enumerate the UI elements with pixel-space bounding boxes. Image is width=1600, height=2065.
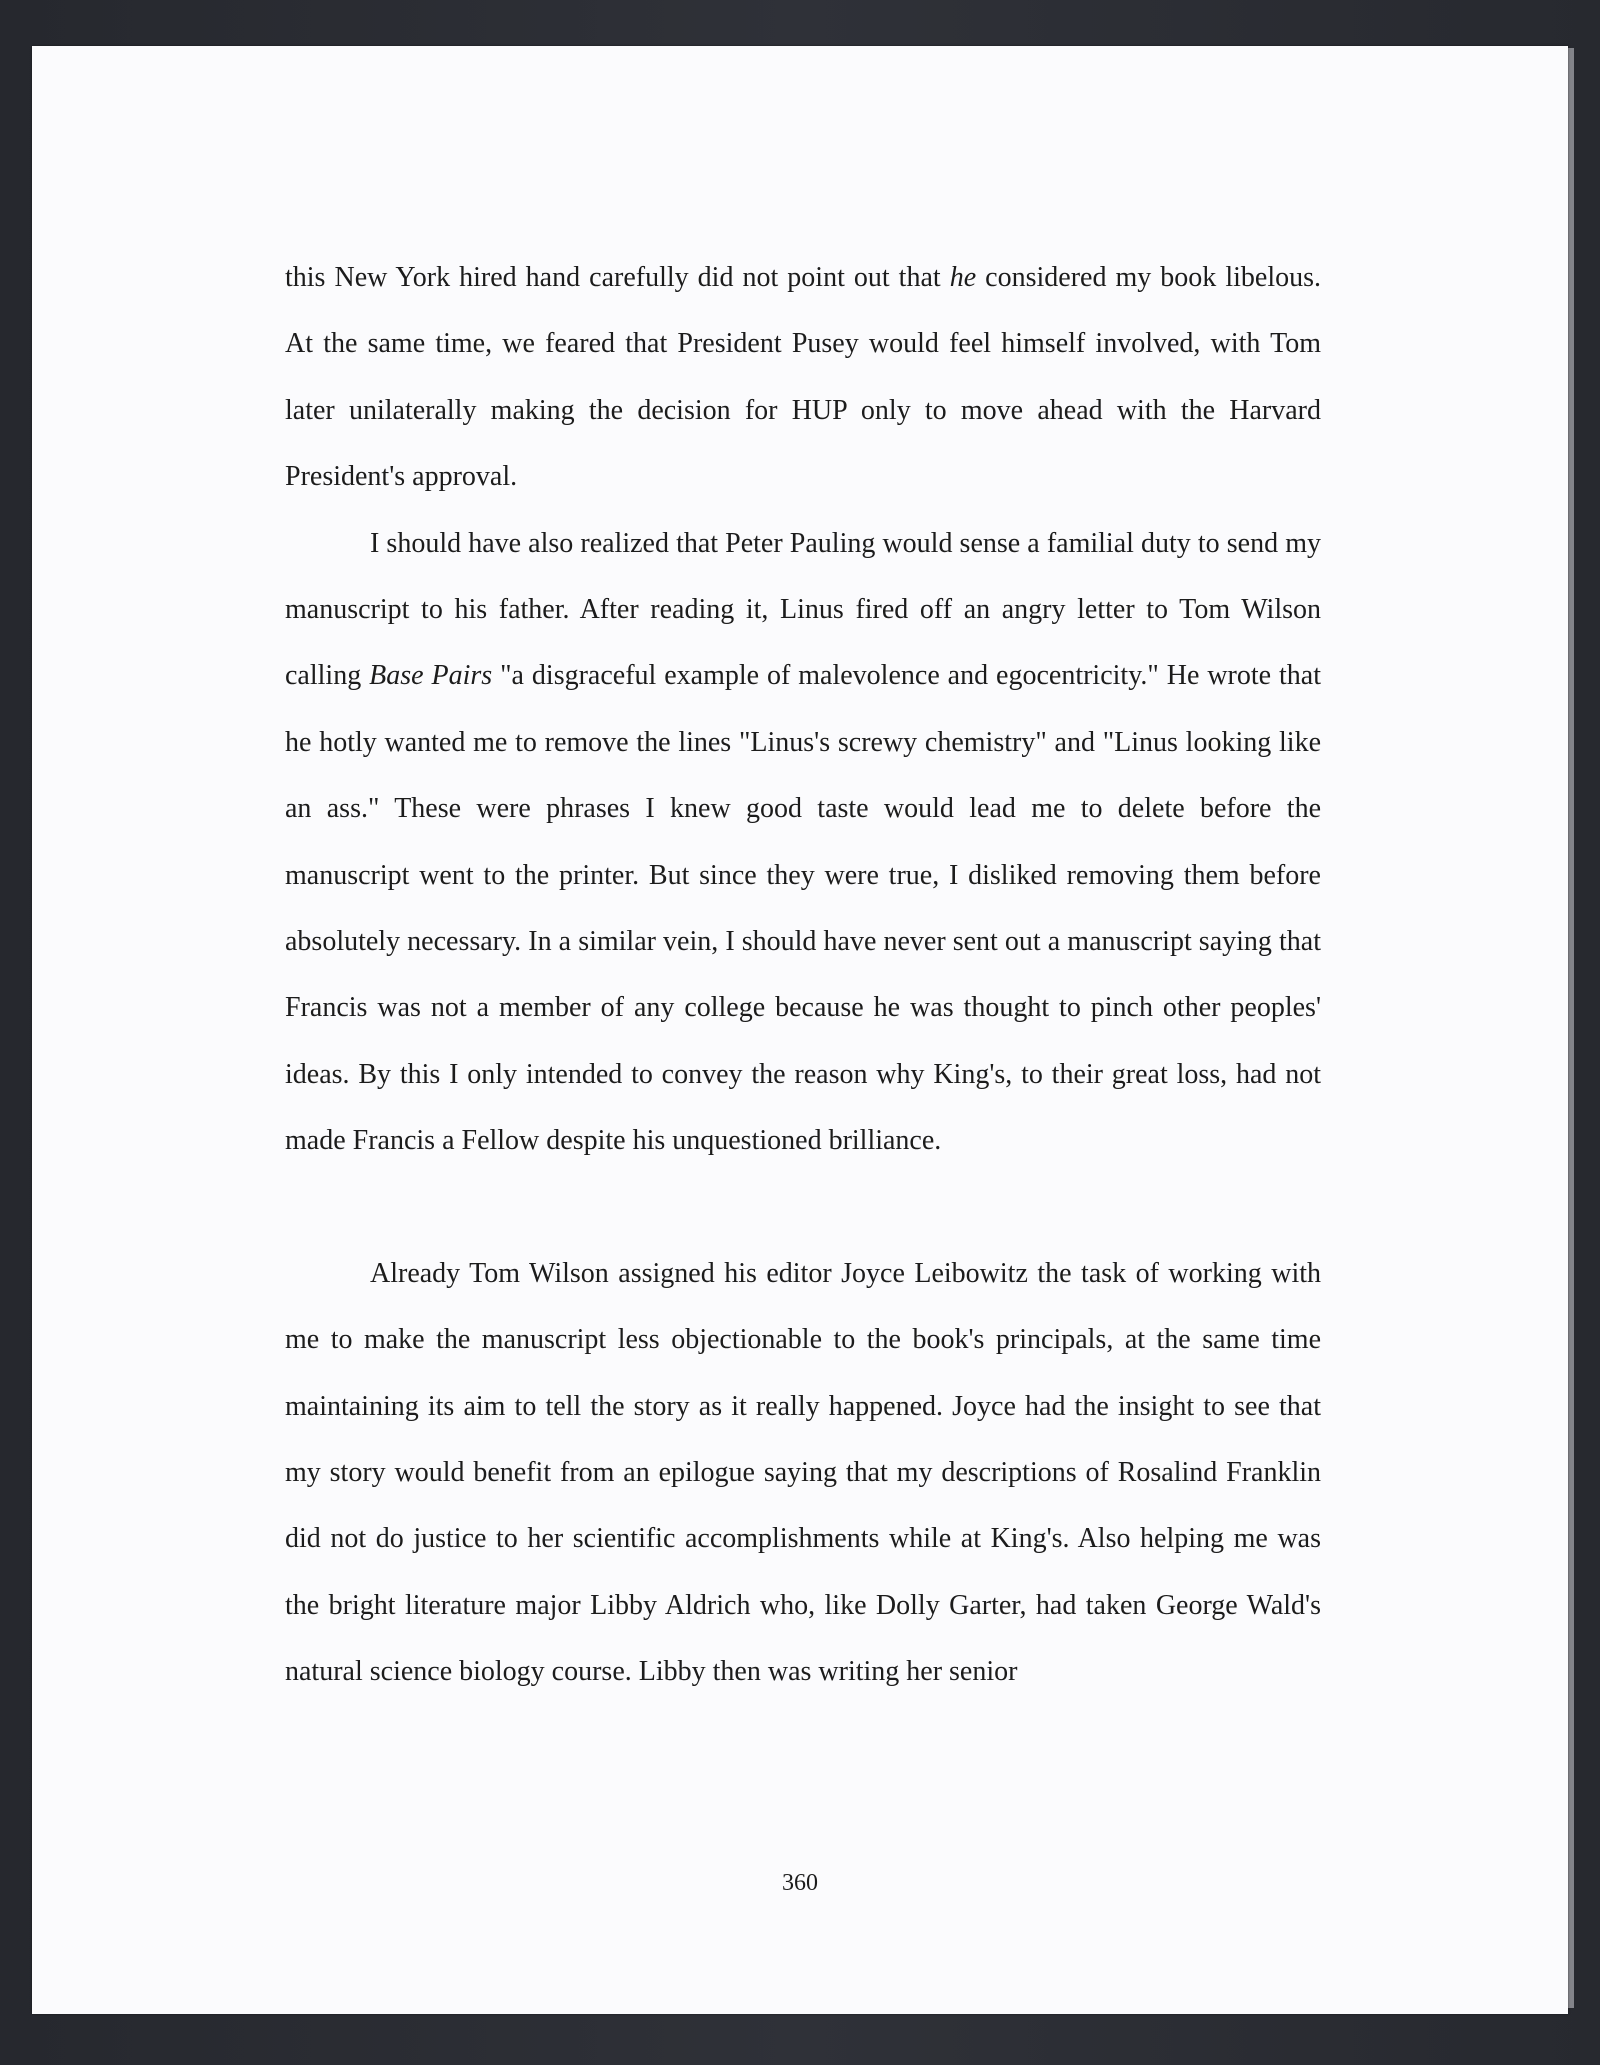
- paragraph-1-run-3: considered my book libelous. At the same time, we feared that President Pusey would feel himself involved, with Tom later unilaterally making the decision for HUP only to move ahead with the Harvard President's approval.: [285, 262, 1321, 493]
- paragraph-2-italic-title: Base Pairs: [369, 660, 493, 692]
- paragraph-1-run-1: this New York hired hand carefully did not point out that: [285, 262, 950, 293]
- page-edge-shadow: [1568, 48, 1574, 2008]
- paragraph-1-italic-he: he: [949, 262, 977, 293]
- paragraph-2-run-3: "a disgraceful example of malevolence and egocentricity." He wrote that he hotly wanted me to remove the lines "Linus's screwy chemistry" and "Linus looking like an ass." These were phrases I knew good taste would lead me to delete before the manuscript went to the printer. But since they were true, I disliked removing them before absolutely necessary. In a similar vein, I should have never sent out a manuscript saying that Francis was not a member of any college because he was thought to pinch other peoples' ideas. By this I only intended to convey the reason why King's, to their great loss, had not made Francis a Fellow despite his unquestioned brilliance.: [285, 660, 1322, 1157]
- paragraph-3-run-1: Already Tom Wilson assigned his editor Joyce Leibowitz the task of working with me to make the manuscript less objectionable to the book's principals, at the same time maintaining its aim to tell the story as it really happened. Joyce had the insight to see that my story would benefit from an epilogue saying that my descriptions of Rosalind Franklin did not do justice to her scientific accomplishments while at King's. Also helping me was the bright literature major Libby Aldrich who, like Dolly Garter, had taken George Wald's natural science biology course. Libby then was writing her senior: [285, 1257, 1321, 1688]
- paragraph-2: [285, 511, 1321, 1175]
- paragraph-1: [285, 245, 1321, 511]
- paragraph-3: [285, 1241, 1321, 1706]
- page-body: [285, 245, 1321, 1706]
- paragraph-2-run-1: I should have also realized that Peter Pauling would sense a familial duty to send my manuscript to his father. After reading it, Linus fired off an angry letter to Tom Wilson calling: [285, 527, 1321, 692]
- page-number: 360: [782, 1870, 818, 1896]
